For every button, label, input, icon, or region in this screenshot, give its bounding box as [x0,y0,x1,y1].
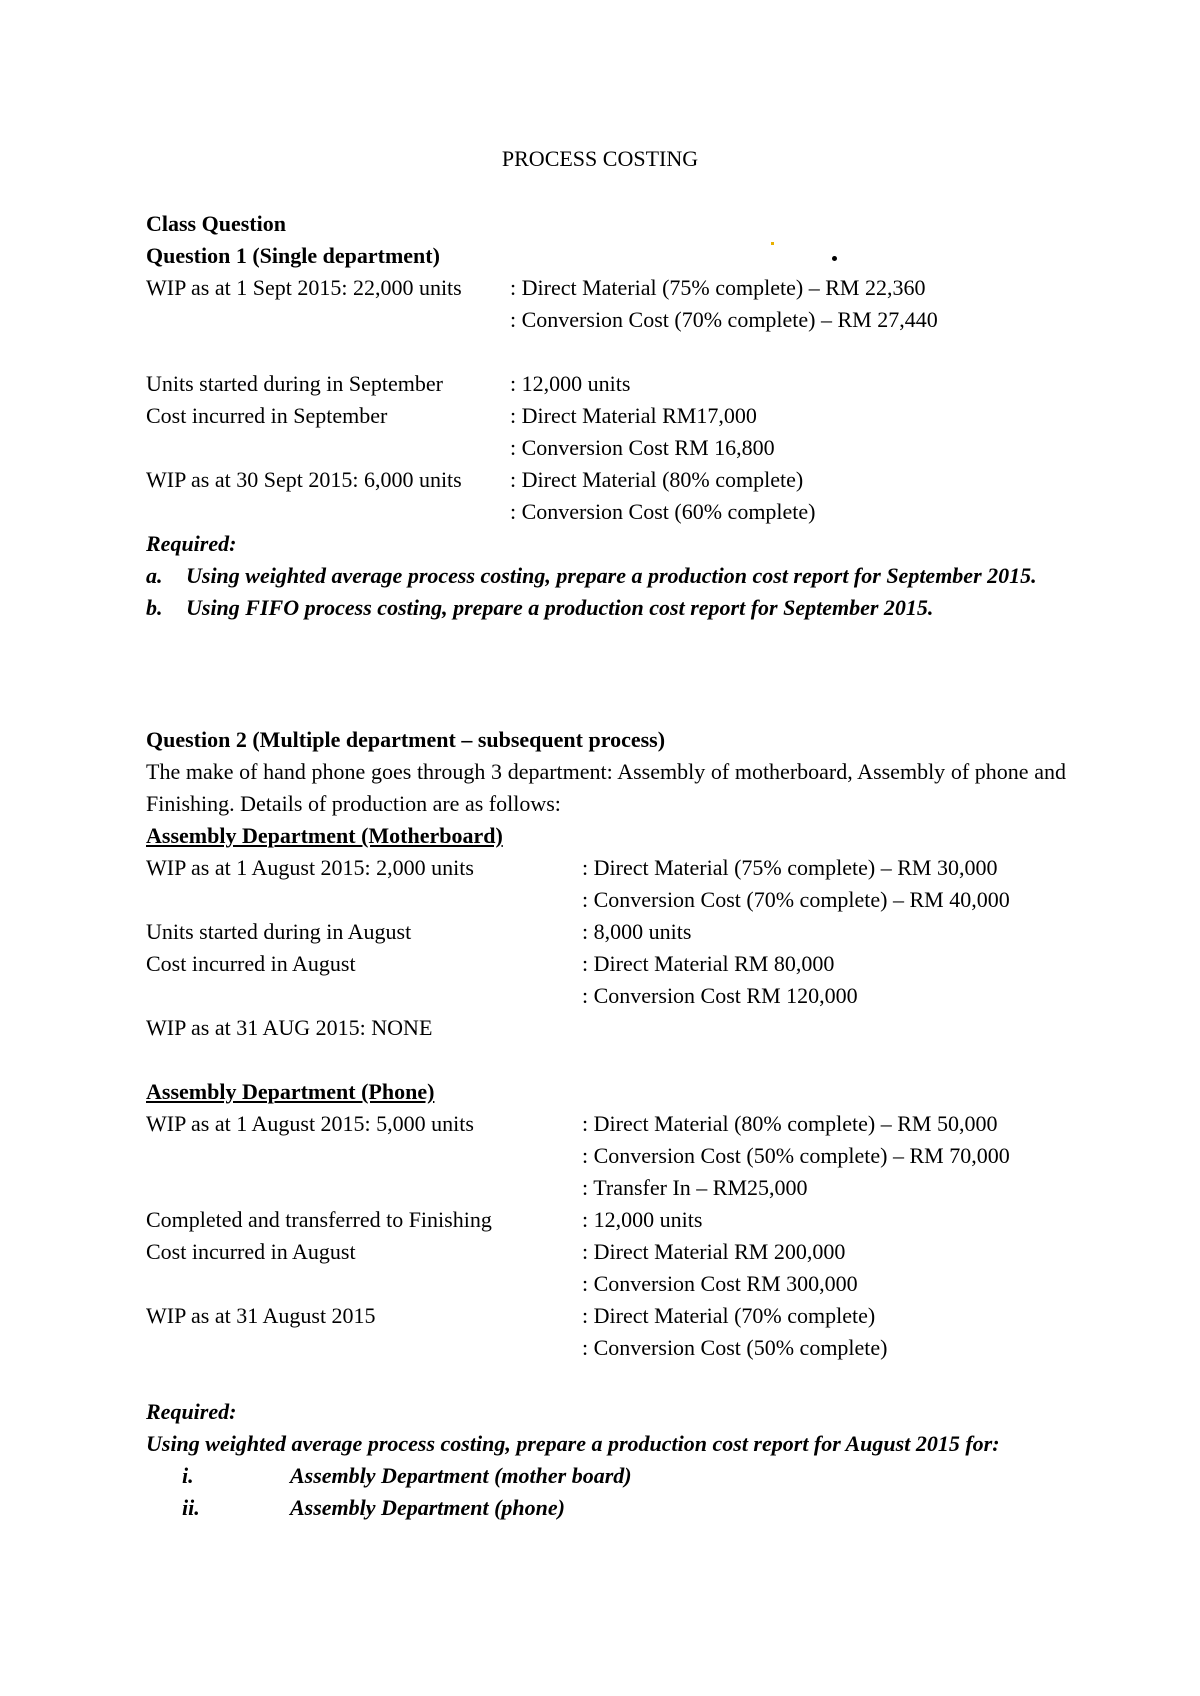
q2-required-item [146,1492,1066,1524]
row-label: Cost incurred in August [146,951,356,976]
q1-row-label: Cost incurred in September [146,403,388,428]
motherboard-row [146,948,1066,980]
q1-row-value: : 12,000 units [510,371,631,396]
question-1-heading: Question 1 (Single department) [146,243,440,268]
row-value: : Conversion Cost (70% complete) – RM 40,000 [582,887,1010,912]
class-question-heading: Class Question [146,211,286,236]
row-value: : 12,000 units [582,1207,703,1232]
page-title: PROCESS COSTING [501,146,699,171]
row-value: : Conversion Cost RM 120,000 [582,983,858,1008]
q2-required-item [146,1460,1066,1492]
q1-row-label: WIP as at 30 Sept 2015: 6,000 units [146,467,462,492]
row-label: Completed and transferred to Finishing [146,1207,492,1232]
motherboard-row [146,884,1066,916]
list-text: Using FIFO process costing, prepare a production cost report for September 2015. [186,595,934,620]
q1-row [146,432,1066,464]
q1-required-label: Required: [146,531,237,556]
row-value: : 8,000 units [582,919,692,944]
list-marker: ii. [182,1495,200,1520]
q1-row-value: : Conversion Cost (60% complete) [510,499,816,524]
row-value: : Direct Material RM 80,000 [582,951,835,976]
phone-row [146,1268,1066,1300]
list-marker: b. [146,595,163,620]
q1-row-value: : Conversion Cost RM 16,800 [510,435,775,460]
q1-row-value: : Direct Material (75% complete) – RM 22,360 [510,275,926,300]
q1-row [146,272,1066,304]
question-2-intro: The make of hand phone goes through 3 department: Assembly of motherboard, Assembly of phone and Finishing. Details of production are as follows: [146,759,1066,816]
row-value: : Direct Material (70% complete) [582,1303,876,1328]
q1-row-label: Units started during in September [146,371,443,396]
q1-row-label: WIP as at 1 Sept 2015: 22,000 units [146,275,462,300]
row-value: : Transfer In – RM25,000 [582,1175,808,1200]
row-label: WIP as at 1 August 2015: 2,000 units [146,855,474,880]
motherboard-row [146,852,1066,884]
q1-row [146,368,1066,400]
phone-row [146,1172,1066,1204]
phone-row [146,1140,1066,1172]
question-1-section [146,208,1066,624]
row-label: WIP as at 1 August 2015: 5,000 units [146,1111,474,1136]
q1-row [146,464,1066,496]
q2-required-label: Required: [146,1399,237,1424]
q2-required-text: Using weighted average process costing, prepare a production cost report for August 2015 for: [146,1431,1000,1456]
motherboard-row [146,980,1066,1012]
phone-row [146,1108,1066,1140]
phone-row [146,1332,1066,1364]
list-text: Assembly Department (phone) [290,1495,565,1520]
row-value: : Direct Material RM 200,000 [582,1239,846,1264]
row-label: WIP as at 31 August 2015 [146,1303,376,1328]
q1-row-value: : Direct Material RM17,000 [510,403,757,428]
phone-row [146,1236,1066,1268]
list-marker: i. [182,1463,194,1488]
phone-row [146,1204,1066,1236]
q1-row-value: : Direct Material (80% complete) [510,467,804,492]
motherboard-heading: Assembly Department (Motherboard) [146,823,503,848]
motherboard-wip-end: WIP as at 31 AUG 2015: NONE [146,1015,433,1040]
q1-row [146,400,1066,432]
row-value: : Direct Material (80% complete) – RM 50,000 [582,1111,998,1136]
row-label: Cost incurred in August [146,1239,356,1264]
row-value: : Direct Material (75% complete) – RM 30,000 [582,855,998,880]
phone-row [146,1300,1066,1332]
phone-heading: Assembly Department (Phone) [146,1079,435,1104]
list-text: Using weighted average process costing, prepare a production cost report for September 2015. [186,563,1037,588]
q1-required-item-a [146,560,1066,592]
row-value: : Conversion Cost (50% complete) [582,1335,888,1360]
list-text: Assembly Department (mother board) [290,1463,632,1488]
q1-row-value: : Conversion Cost (70% complete) – RM 27,440 [510,307,938,332]
question-2-heading: Question 2 (Multiple department – subsequent process) [146,727,666,752]
row-value: : Conversion Cost (50% complete) – RM 70,000 [582,1143,1010,1168]
motherboard-row [146,916,1066,948]
q1-row [146,304,1066,336]
row-label: Units started during in August [146,919,412,944]
q1-required-item-b [146,592,1066,624]
row-value: : Conversion Cost RM 300,000 [582,1271,858,1296]
list-marker: a. [146,563,163,588]
question-2-section [146,724,1066,1524]
q1-row [146,496,1066,528]
